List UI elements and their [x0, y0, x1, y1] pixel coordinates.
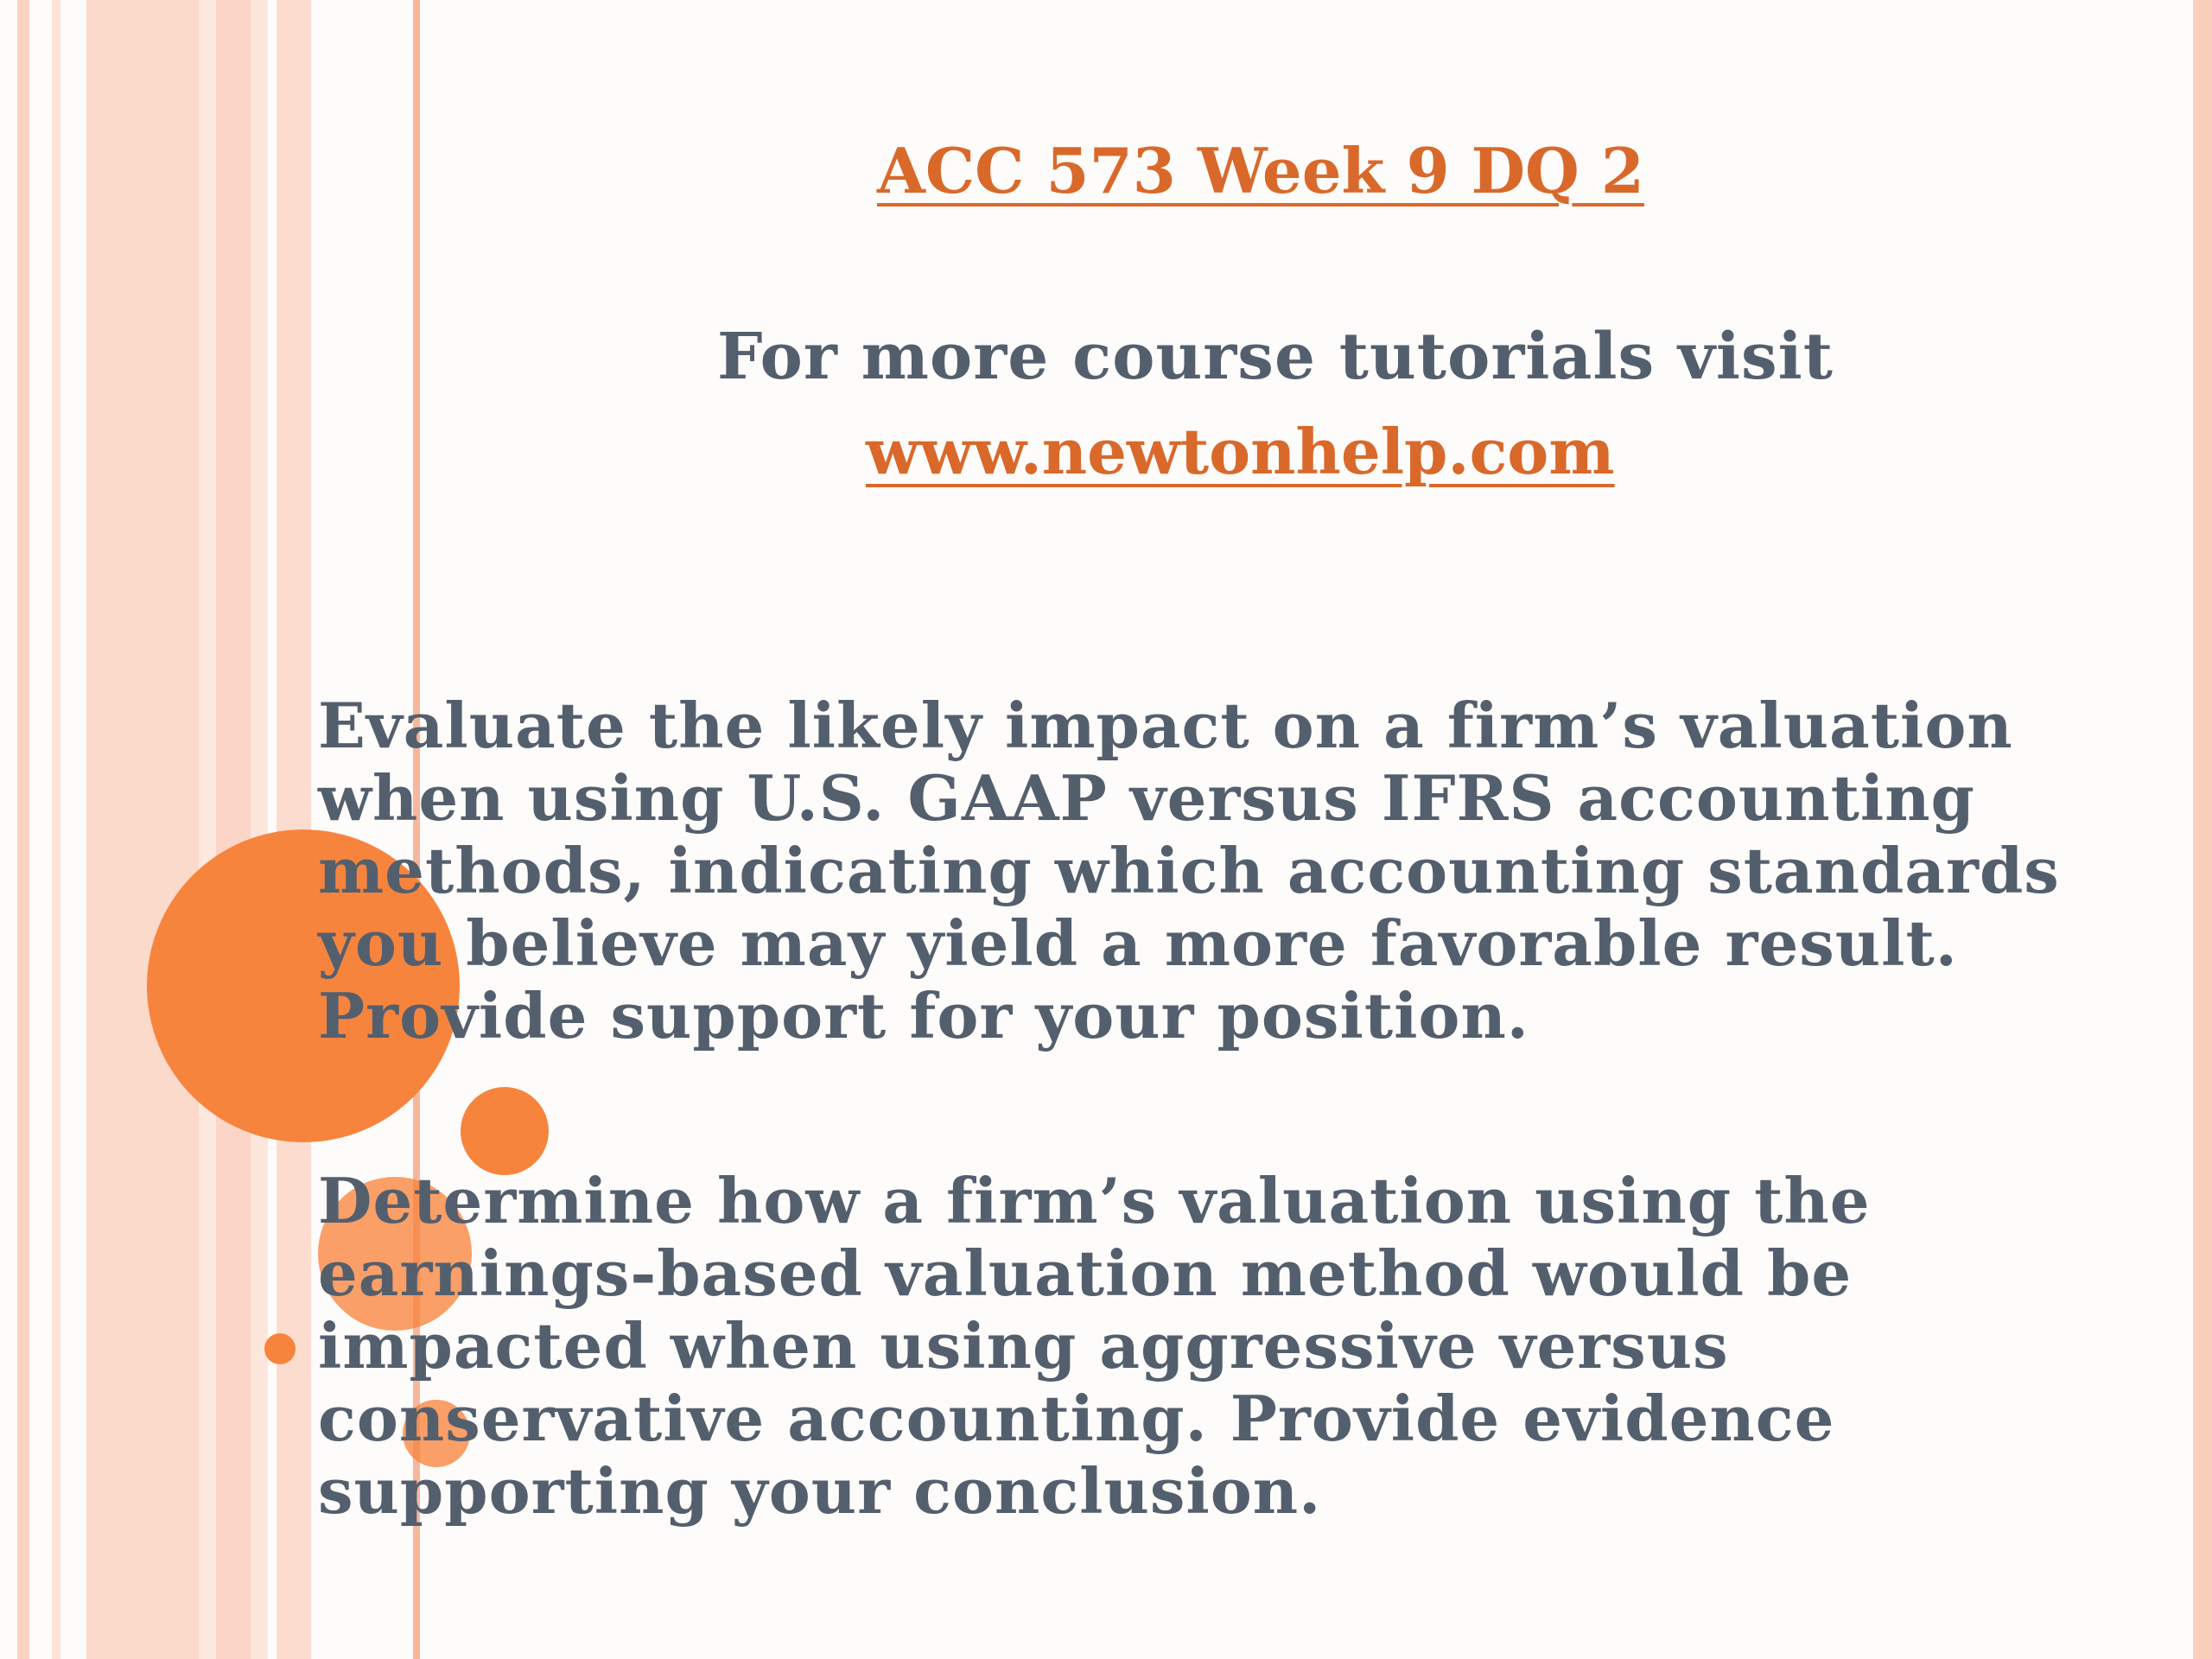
slide-title: ACC 573 Week 9 DQ 2 — [877, 134, 1644, 207]
medium-circle — [461, 1087, 549, 1175]
stripe — [52, 0, 60, 1659]
stripe — [199, 0, 216, 1659]
question-paragraph: Evaluate the likely impact on a firm’s valuation when using U.S. GAAP versus IFRS accounting methods, indicating which accounting standards you believe may yield a more favorable result. Provide support for your position. — [318, 689, 2060, 1052]
website-link[interactable]: www.newtonhelp.com — [866, 415, 1615, 488]
stripe — [2193, 0, 2212, 1659]
stripe — [251, 0, 268, 1659]
stripe — [216, 0, 251, 1659]
stripe — [17, 0, 29, 1659]
stripe — [86, 0, 199, 1659]
subtitle: For more course tutorials visit — [717, 320, 1834, 394]
small-dot — [264, 1333, 296, 1364]
question-paragraph: Determine how a firm’s valuation using the earnings-based valuation method would be impacted when using aggressive versus conservative accounting. Provide evidence supporting your conclusion. — [318, 1164, 1871, 1528]
